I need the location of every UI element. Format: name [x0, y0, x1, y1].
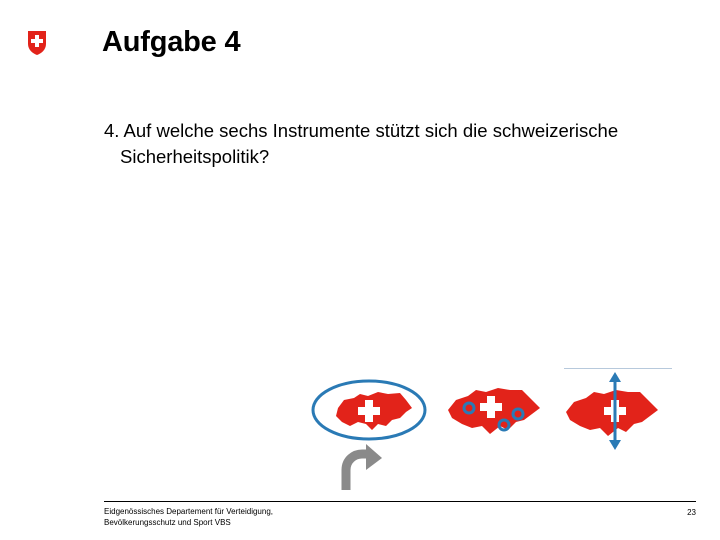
slide-title: Aufgabe 4	[102, 26, 241, 58]
switzerland-map-with-rings-icon	[442, 378, 552, 448]
switzerland-map-vertical-arrow-icon	[560, 370, 670, 452]
swiss-cross-logo-icon	[27, 30, 47, 56]
question-line-2: Sicherheitspolitik?	[120, 146, 270, 167]
footer-line-1: Eidgenössisches Departement für Verteidigung,	[104, 507, 273, 516]
page-number: 23	[687, 508, 696, 517]
curved-arrow-icon	[346, 444, 382, 490]
footer-text	[104, 506, 273, 528]
footer-rule	[104, 501, 696, 502]
question-line-1: 4. Auf welche sechs Instrumente stützt sich die schweizerische	[104, 120, 619, 141]
footer-line-2: Bevölkerungsschutz und Sport VBS	[104, 518, 231, 527]
image-top-rule	[564, 368, 672, 369]
switzerland-map-encircled-icon	[308, 378, 428, 496]
question-text	[104, 118, 704, 170]
